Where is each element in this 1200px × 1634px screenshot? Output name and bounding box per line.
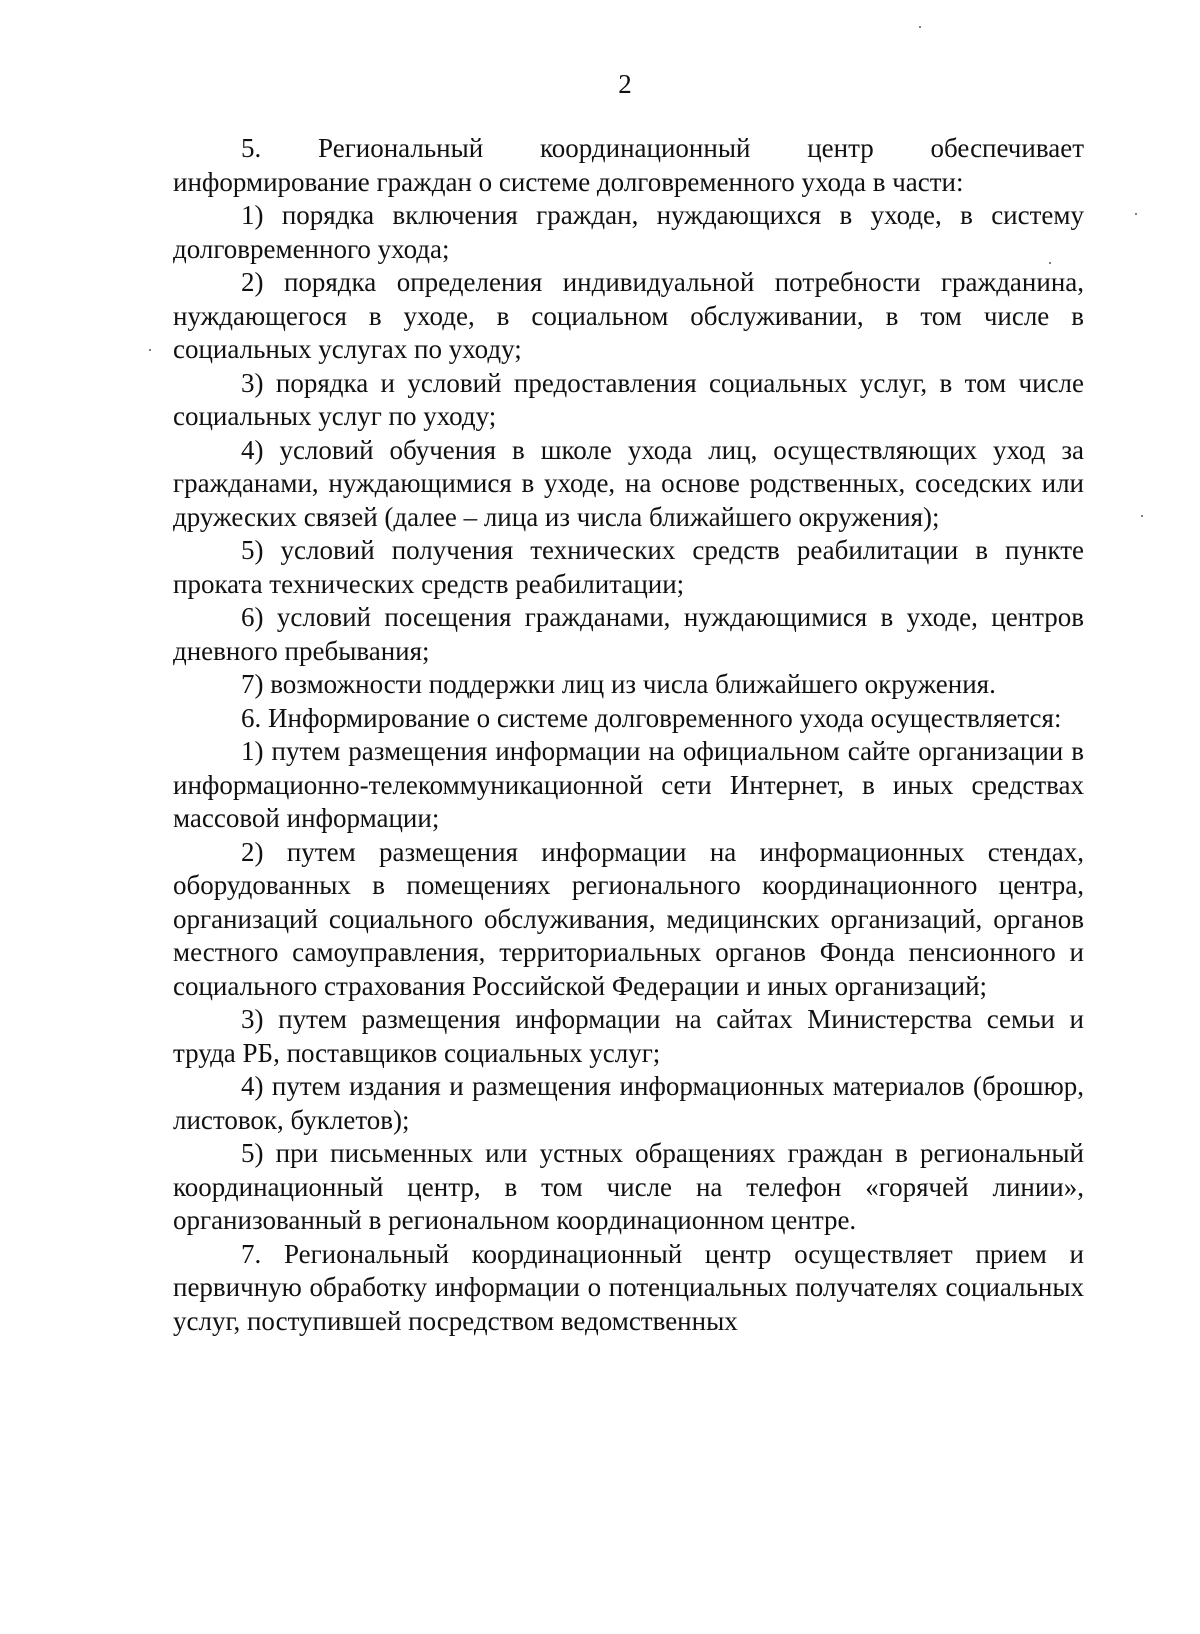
list-item-5-7: 7) возможности поддержки лиц из числа ближайшего окружения. — [241, 669, 996, 699]
paragraph-7: 7. Региональный координационный центр осуществляет прием и первичную обработку информации о потенциальных получателях социальных услуг, поступившей посредством ведомственных — [173, 1238, 1084, 1336]
list-item-5-3: 3) порядка и условий предоставления социальных услуг, в том числе социальных услуг по уходу; — [173, 367, 1084, 431]
page-number: 2 — [618, 69, 632, 99]
list-item-5-1: 1) порядка включения граждан, нуждающихся в уходе, в систему долговременного ухода; — [173, 200, 1084, 264]
list-item-6-5: 5) при письменных или устных обращениях граждан в региональный координационный центр, в том числе на телефон «горячей линии», организованный в региональном координационном центре. — [173, 1138, 1084, 1235]
list-item-5-4: 4) условий обучения в школе ухода лиц, осуществляющих уход за гражданами, нуждающимися в уходе, на основе родственных, соседских или дружеских связей (далее – лица из числа ближайшего окружения); — [173, 434, 1084, 532]
list-item-6-4: 4) путем издания и размещения информационных материалов (брошюр, листовок, буклетов); — [173, 1071, 1084, 1135]
scan-speck — [149, 349, 151, 351]
scan-speck — [919, 26, 921, 28]
scan-speck — [1049, 262, 1051, 264]
scan-speck — [1135, 213, 1137, 215]
list-item-5-6: 6) условий посещения гражданами, нуждающимися в уходе, центров дневного пребывания; — [173, 602, 1084, 666]
list-item-6-2: 2) путем размещения информации на информационных стендах, оборудованных в помещениях регионального координационного центра, организаций социального обслуживания, медицинских организаций, органов местного самоуправления, территориальных органов Фонда пенсионного и социального страхования Российской Федерации и иных организаций; — [173, 836, 1084, 1001]
document-body — [173, 132, 1084, 1338]
list-item-5-5: 5) условий получения технических средств реабилитации в пункте проката технических средств реабилитации; — [173, 535, 1084, 599]
list-item-5-2: 2) порядка определения индивидуальной потребности гражданина, нуждающегося в уходе, в социальном обслуживании, в том числе в социальных услугах по уходу; — [173, 267, 1084, 364]
paragraph-6: 6. Информирование о системе долговременного ухода осуществляется: — [241, 702, 1062, 733]
paragraph-5: 5. Региональный координационный центр обеспечивает информирование граждан о системе долговременного ухода в части: — [173, 133, 1084, 197]
scan-speck — [1141, 515, 1143, 517]
list-item-6-1: 1) путем размещения информации на официальном сайте организации в информационно-телекоммуникационной сети Интернет, в иных средствах массовой информации; — [173, 736, 1084, 833]
list-item-6-3: 3) путем размещения информации на сайтах Министерства семьи и труда РБ, поставщиков социальных услуг; — [173, 1004, 1084, 1068]
